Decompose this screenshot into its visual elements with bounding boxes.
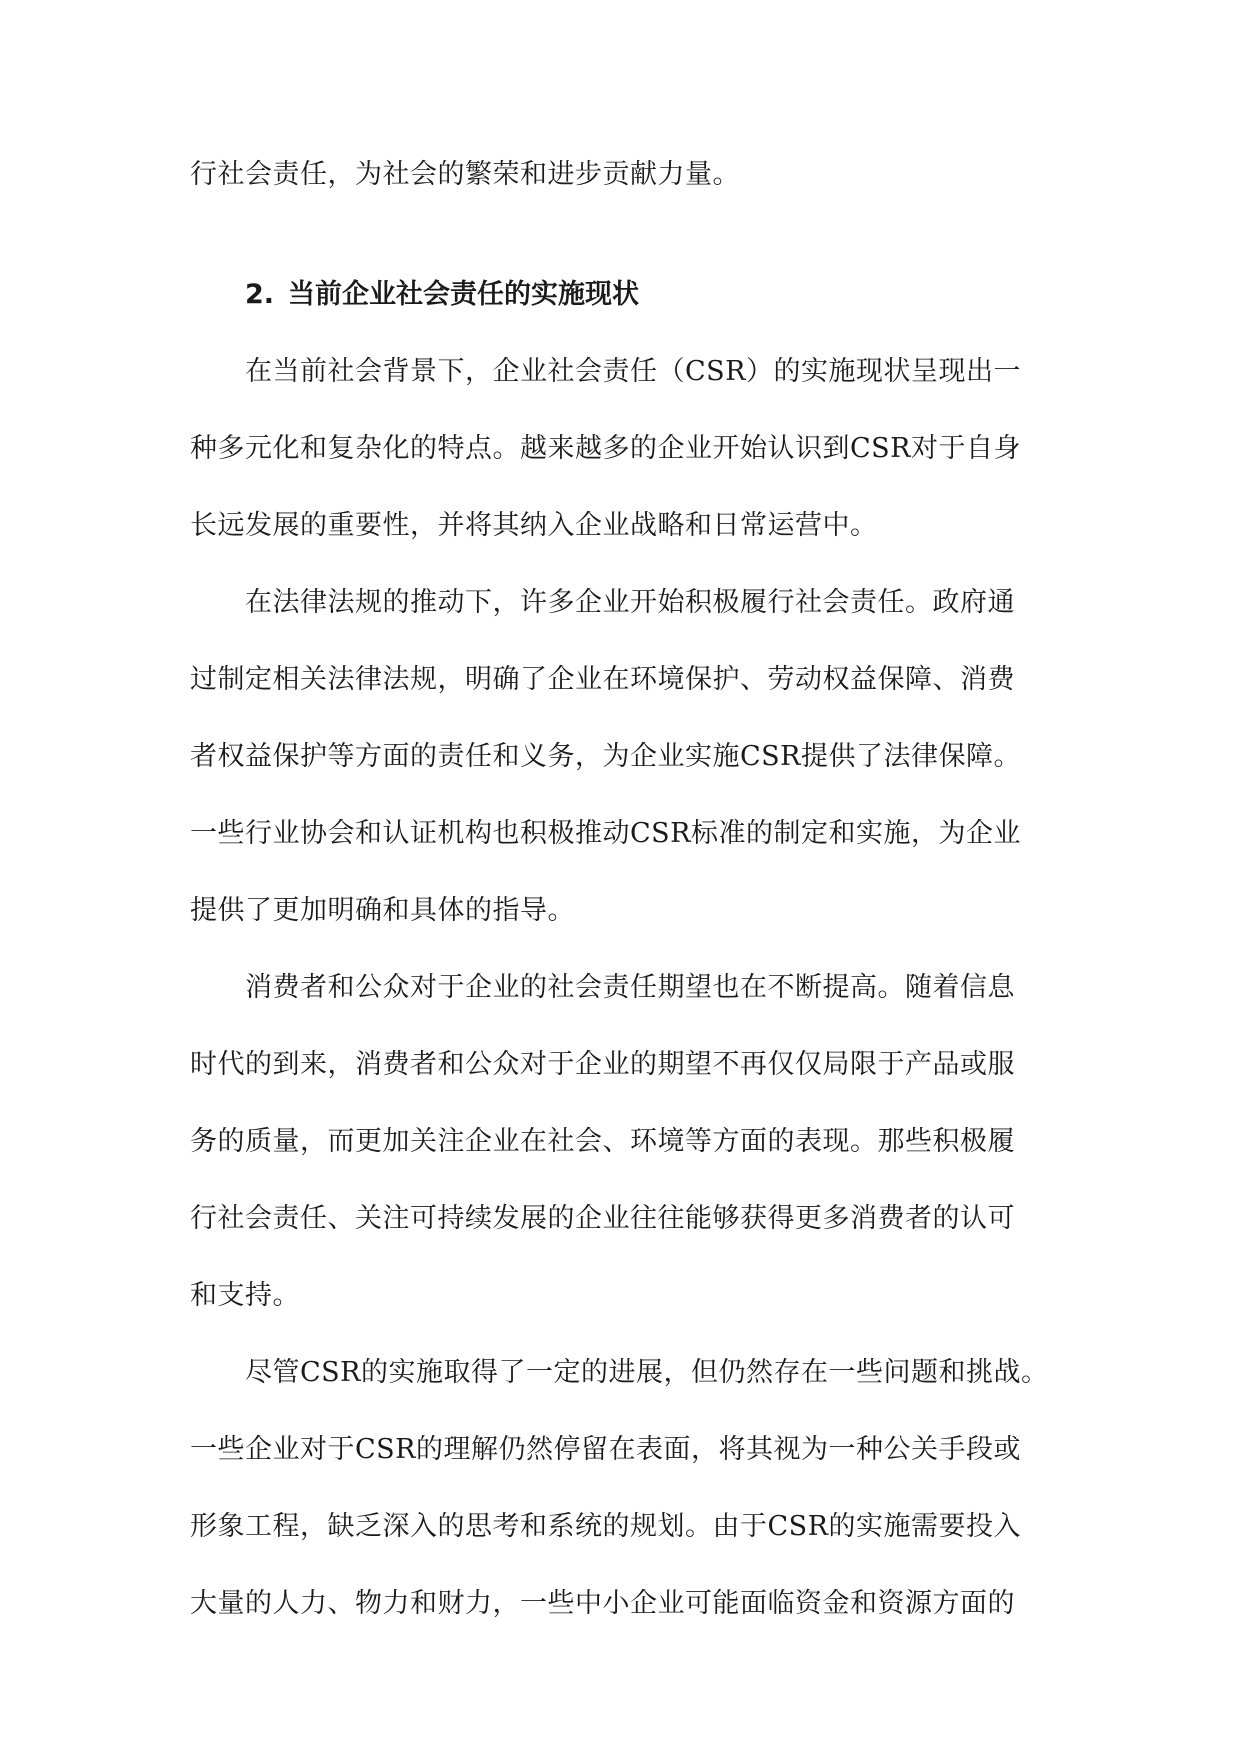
paragraph-line: 过制定相关法律法规，明确了企业在环境保护、劳动权益保障、消费 <box>190 664 1015 695</box>
paragraph-line: 和支持。 <box>190 1280 300 1311</box>
document-body <box>190 136 1050 1642</box>
section-heading <box>190 256 1050 333</box>
paragraph-line: 者权益保护等方面的责任和义务，为企业实施CSR提供了法律保障。 <box>190 741 1021 772</box>
paragraph-4 <box>190 1334 1050 1642</box>
paragraph-line: 形象工程，缺乏深入的思考和系统的规划。由于CSR的实施需要投入 <box>190 1511 1021 1542</box>
paragraph-3 <box>190 949 1050 1334</box>
section-title: 当前企业社会责任的实施现状 <box>288 279 640 310</box>
paragraph-line: 时代的到来，消费者和公众对于企业的期望不再仅仅局限于产品或服 <box>190 1049 1015 1080</box>
paragraph-line: 尽管CSR的实施取得了一定的进展，但仍然存在一些问题和挑战。 <box>245 1357 1049 1388</box>
paragraph-line: 一些企业对于CSR的理解仍然停留在表面，将其视为一种公关手段或 <box>190 1434 1021 1465</box>
paragraph-1 <box>190 333 1050 564</box>
paragraph-line: 在法律法规的推动下，许多企业开始积极履行社会责任。政府通 <box>245 587 1015 618</box>
paragraph-line: 提供了更加明确和具体的指导。 <box>190 895 575 926</box>
paragraph-line: 长远发展的重要性，并将其纳入企业战略和日常运营中。 <box>190 510 878 541</box>
paragraph-line: 种多元化和复杂化的特点。越来越多的企业开始认识到CSR对于自身 <box>190 433 1021 464</box>
paragraph-line: 消费者和公众对于企业的社会责任期望也在不断提高。随着信息 <box>245 972 1015 1003</box>
paragraph-2 <box>190 564 1050 949</box>
section-number: 2. <box>245 279 275 310</box>
paragraph-line: 大量的人力、物力和财力，一些中小企业可能面临资金和资源方面的 <box>190 1588 1015 1619</box>
paragraph-line: 在当前社会背景下，企业社会责任（CSR）的实施现状呈现出一 <box>245 356 1021 387</box>
paragraph-line: 一些行业协会和认证机构也积极推动CSR标准的制定和实施，为企业 <box>190 818 1021 849</box>
paragraph-line: 务的质量，而更加关注企业在社会、环境等方面的表现。那些积极履 <box>190 1126 1015 1157</box>
paragraph-line: 行社会责任、关注可持续发展的企业往往能够获得更多消费者的认可 <box>190 1203 1015 1234</box>
intro-tail-line: 行社会责任，为社会的繁荣和进步贡献力量。 <box>190 159 740 190</box>
